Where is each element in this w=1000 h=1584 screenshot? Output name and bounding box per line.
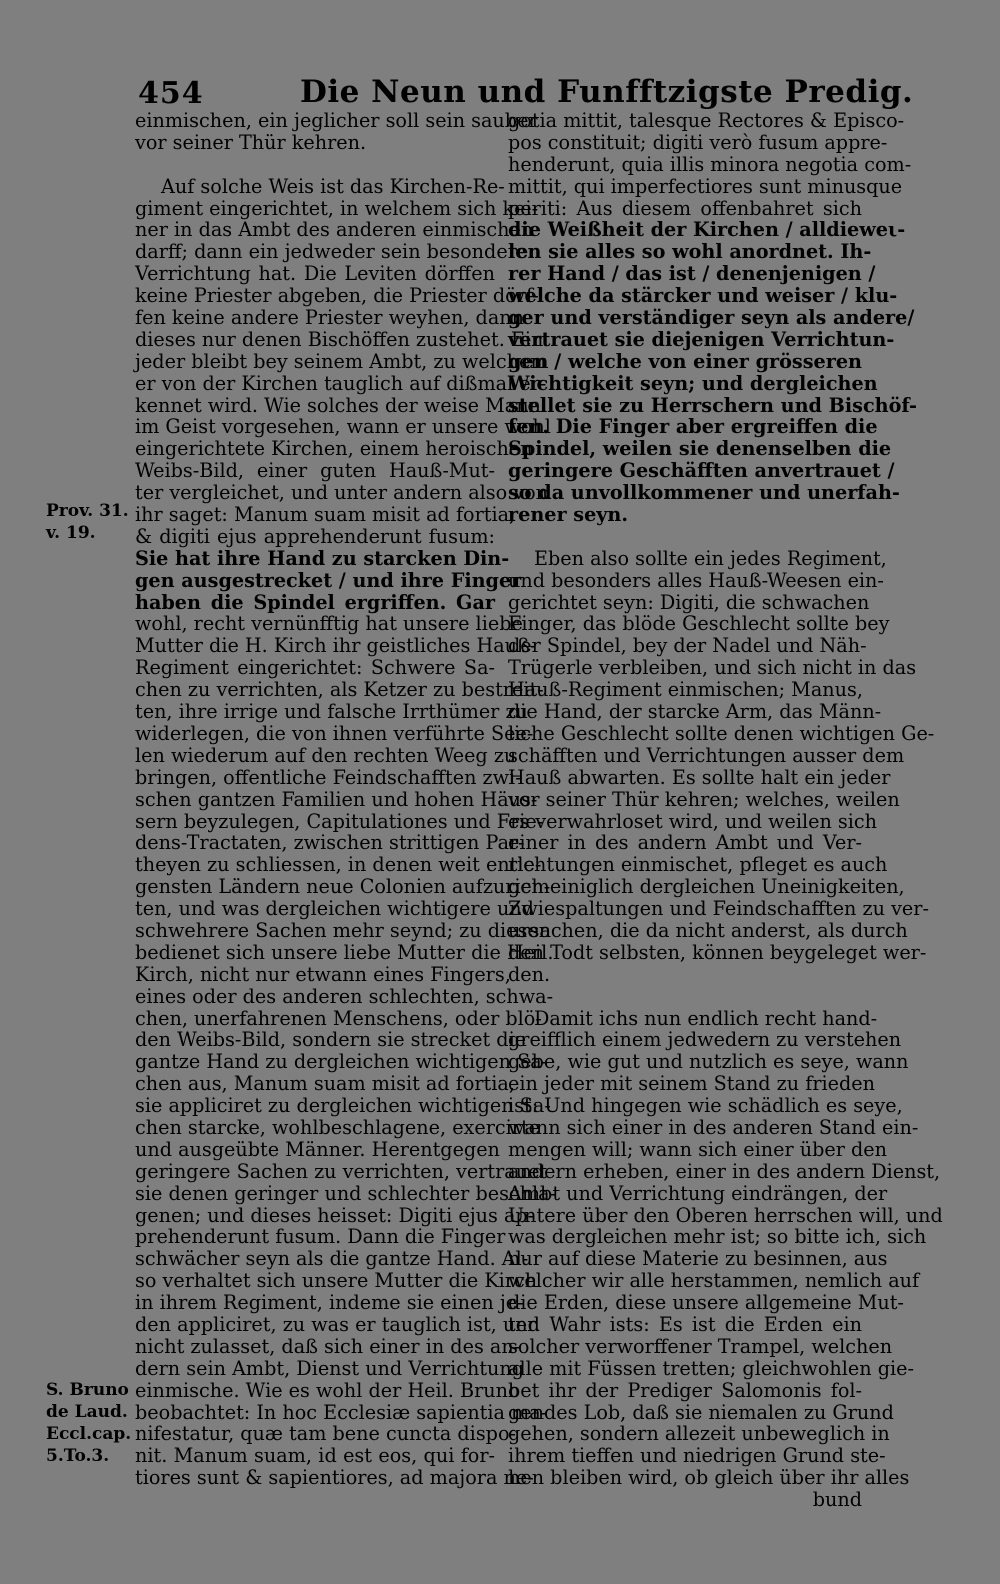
text-line: gehen, sondern allezeit unbeweglich in [508,1422,890,1446]
text-line: alle mit Füssen tretten; gleichwohlen gie- [508,1356,914,1380]
text-line: giment eingerichtet, in welchem sich kei- [135,196,539,220]
text-line: beobachtet: In hoc Ecclesiæ sapientia ma- [135,1400,548,1424]
text-line: hen bleiben wird, ob gleich über ihr alles [508,1466,910,1490]
text-line: ter. Wahr ists: Es ist die Erden ein [508,1312,862,1336]
text-line: geringere Geschäfften anvertrauet / [508,459,895,483]
text-line: schwächer seyn als die gantze Hand. Al- [135,1247,529,1271]
text-line: Eben also sollte ein jedes Regiment, [534,546,887,570]
margin-note-line: Prov. 31. [46,501,129,521]
text-line: fen keine andere Priester weyhen, dann [135,306,524,330]
text-line: Sie hat ihre Hand zu starcken Din- [135,546,510,570]
text-line: chen aus, Manum suam misit ad fortia, [135,1072,515,1096]
text-line: gen / welche von einer grösseren [508,349,862,373]
text-line: dern sein Ambt, Dienst und Verrichtung [135,1356,525,1380]
text-line: nur auf diese Materie zu besinnen, aus [508,1247,888,1271]
text-line: vor seiner Thür kehren. [135,130,367,154]
text-line: Verrichtung hat. Die Leviten dörffen [135,262,495,286]
text-line: Regiment eingerichtet: Schwere Sa- [135,656,495,680]
text-line [135,154,495,176]
text-line: den Weibs-Bild, sondern sie strecket die [135,1028,527,1052]
text-line: gotia mittit, talesque Rectores & Episco- [508,109,905,132]
text-line: Auf solche Weis ist das Kirchen-Re- [161,174,505,198]
text-line: ger und verständiger seyn als andere/ [508,306,915,330]
margin-note-prov [46,501,129,545]
text-line: ten, ihre irrige und falsche Irrthümer zu [135,700,528,724]
text-line: len wiederum auf den rechten Weeg zu [135,743,517,767]
text-line: theyen zu schliessen, in denen weit entle- [135,853,542,877]
text-line: einmischen, ein jeglicher soll sein sauber [135,109,538,132]
text-line: andern erheben, einer in des andern Dienst, [508,1159,941,1183]
text-line: wohl, recht vernünfftig hat unsere liebe [135,612,523,636]
text-line: nifestatur, quæ tam bene cuncta dispo- [135,1422,516,1446]
text-line: Kirch, nicht nur etwann eines Fingers, [135,962,511,986]
text-line: chen starcke, wohlbeschlagene, exercirte [135,1115,541,1139]
text-line: in ihrem Regiment, indeme sie einen je- [135,1291,524,1315]
margin-note-line: S. Bruno [46,1380,129,1400]
text-line: dens-Tractaten, zwischen strittigen Par- [135,831,525,855]
text-line: den. [508,962,551,986]
text-line: chen, unerfahrenen Menschens, oder blö- [135,1006,542,1030]
text-line: die Erden, diese unsere allgemeine Mut- [508,1291,904,1315]
text-line: Trügerle verbleiben, und sich nicht in das [508,656,917,680]
text-line: darff; dann ein jedweder sein besondere [135,240,529,264]
text-line: kennet wird. Wie solches der weise Mann [135,393,541,417]
text-line: henderunt, quia illis minora negotia com- [508,152,912,176]
text-line: gensten Ländern neue Colonien aufzurich- [135,875,551,899]
text-line: mengen will; wann sich einer über den [508,1137,887,1161]
text-line: gantze Hand zu dergleichen wichtigen Sa- [135,1050,549,1074]
text-line: sie appliciret zu dergleichen wichtigen Sa- [135,1094,551,1118]
text-line: gen ausgestrecket / und ihre Finger [135,568,522,592]
text-line [508,526,862,548]
text-line: Finger, das blöde Geschlecht sollte bey [508,612,890,636]
text-line: bringen, offentliche Feindschafften zwi- [135,765,522,789]
text-line: solcher verworffener Trampel, welchen [508,1334,893,1358]
text-line: gendes Lob, daß sie niemalen zu Grund [508,1400,894,1424]
text-line: ist: Und hingegen wie schädlich es seye, [508,1094,903,1118]
text-line: geringere Sachen zu verrichten, vertrauet [135,1159,548,1183]
text-line: einer in des andern Ambt und Ver- [508,831,862,855]
text-line: fen. Die Finger aber ergreiffen die [508,415,878,439]
text-line: wann sich einer in des anderen Stand ein- [508,1115,919,1139]
text-line: den appliciret, zu was er tauglich ist, und [135,1312,540,1336]
text-line: vor seiner Thür kehren; welches, weilen [508,787,900,811]
text-line: ten, und was dergleichen wichtigere und [135,897,534,921]
text-line: so da unvollkommener und unerfah- [508,481,900,505]
text-line: Untere über den Oberen herrschen will, und [508,1203,943,1227]
text-line: Hauß abwarten. Es sollte halt ein jeder [508,765,891,789]
text-line: prehenderunt fusum. Dann die Finger [135,1225,506,1249]
margin-note-line: v. 19. [46,522,96,543]
text-line: den Todt selbsten, können beygeleget wer- [508,940,927,964]
text-line: mittit, qui imperfectiores sunt minusque [508,174,903,198]
text-line: len sie alles so wohl anordnet. Ih- [508,240,872,264]
text-line: schwehrere Sachen mehr seynd; zu diesen [135,918,552,942]
text-line: gebe, wie gut und nutzlich es seye, wann [508,1050,909,1074]
text-line: ein jeder mit seinem Stand zu frieden [508,1072,876,1096]
text-line: rer Hand / das ist / denenjenigen / [508,262,876,286]
text-line: gerichtet seyn: Digiti, die schwachen [508,590,870,614]
text-line: chen zu verrichten, als Ketzer zu bestreit- [135,678,544,702]
text-line: Spindel, weilen sie denenselben die [508,437,892,461]
text-line: nicht zulasset, daß sich einer in des an- [135,1334,521,1358]
text-line: bet ihr der Prediger Salomonis fol- [508,1378,862,1402]
margin-note-line: de Laud. [46,1401,128,1422]
text-line: schen gantzen Familien und hohen Häus- [135,787,538,811]
text-line: bedienet sich unsere liebe Mutter die Heil. [135,940,554,964]
text-line: genen; und dieses heisset: Digiti ejus ap- [135,1203,535,1227]
text-line: rener seyn. [508,503,629,527]
text-line: was dergleichen mehr ist; so bitte ich, sich [508,1225,927,1249]
text-line: periti: Aus diesem offenbahret sich [508,196,862,220]
text-line: und besonders alles Hauß-Weesen ein- [508,568,884,592]
text-line: welche da stärcker und weiser / klu- [508,284,898,308]
text-line: ursachen, die da nicht anderst, als durch [508,918,908,942]
text-line: Wichtigkeit seyn; und dergleichen [508,371,878,395]
text-line: Hauß-Regiment einmischen; Manus, [508,678,863,702]
text-line: eines oder des anderen schlechten, schwa- [135,984,554,1008]
text-line: sern beyzulegen, Capitulationes und Frie- [135,809,544,833]
margin-note-line: 5.To.3. [46,1445,110,1466]
text-line: & digiti ejus apprehenderunt fusum: [135,524,495,548]
text-line: widerlegen, die von ihnen verführte See- [135,721,534,745]
text-line: haben die Spindel ergriffen. Gar [135,590,495,614]
text-line: die Hand, der starcke Arm, das Männ- [508,700,882,724]
text-line: dieses nur denen Bischöffen zustehet. Ein [135,327,544,351]
text-line: Damit ichs nun endlich recht hand- [534,1006,878,1030]
text-line: pos constituit; digiti verò fusum appre- [508,130,888,154]
text-line: einmische. Wie es wohl der Heil. Bruno [135,1378,520,1402]
right-text-column [508,109,943,1512]
text-line: greifflich einem jedwedern zu verstehen [508,1028,902,1052]
page-number: 454 [138,76,204,111]
text-line: die Weißheit der Kirchen / alldieweι- [508,218,906,242]
text-line: ihr saget: Manum suam misit ad fortia, [135,503,516,527]
text-line: bund [812,1488,862,1512]
text-line: im Geist vorgesehen, wann er unsere wohl [135,415,551,439]
text-line: es verwahrloset wird, und weilen sich [508,809,878,833]
text-line: und ausgeübte Männer. Herentgegen [135,1137,500,1161]
text-line: gemeiniglich dergleichen Uneinigkeiten, [508,875,905,899]
text-line: ihrem tieffen und niedrigen Grund ste- [508,1444,886,1468]
text-line: keine Priester abgeben, die Priester dörf- [135,284,539,308]
text-line: Ambt und Verrichtung eindrängen, der [508,1181,888,1205]
text-line: eingerichtete Kirchen, einem heroischen [135,437,533,461]
running-title: Die Neun und Funfftzigste Predig. [300,74,914,110]
left-text-column [135,109,557,1490]
text-line: so verhaltet sich unsere Mutter die Kirch [135,1269,538,1293]
text-line: tiores sunt & sapientiores, ad majora ne- [135,1466,534,1490]
text-line: der Spindel, bey der Nadel und Näh- [508,634,867,658]
margin-note-bruno [46,1380,131,1468]
text-line: Mutter die H. Kirch ihr geistliches Hauß- [135,634,537,658]
text-line: ter vergleichet, und unter andern also von [135,481,549,505]
text-line: schäfften und Verrichtungen ausser dem [508,743,905,767]
text-line: Zwiespaltungen und Feindschafften zu ver- [508,897,929,921]
text-line: vertrauet sie diejenigen Verrichtun- [508,327,895,351]
text-line: er von der Kirchen tauglich auf dißmal er- [135,371,547,395]
text-line: richtungen einmischet, pfleget es auch [508,853,888,877]
text-line: sie denen geringer und schlechter beschla- [135,1181,557,1205]
text-line: jeder bleibt bey seinem Ambt, zu welchem [135,349,549,373]
text-line: ner in das Ambt des anderen einmischen [135,218,534,242]
text-line: welcher wir alle herstammen, nemlich auf [508,1269,920,1293]
text-line: stellet sie zu Herrschern und Bischöf- [508,393,917,417]
text-line: liche Geschlecht sollte denen wichtigen Ge- [508,721,935,745]
text-line [508,986,862,1008]
text-line: Weibs-Bild, einer guten Hauß-Mut- [135,459,495,483]
margin-note-line: Eccl.cap. [46,1423,132,1444]
text-line: nit. Manum suam, id est eos, qui for- [135,1444,495,1468]
